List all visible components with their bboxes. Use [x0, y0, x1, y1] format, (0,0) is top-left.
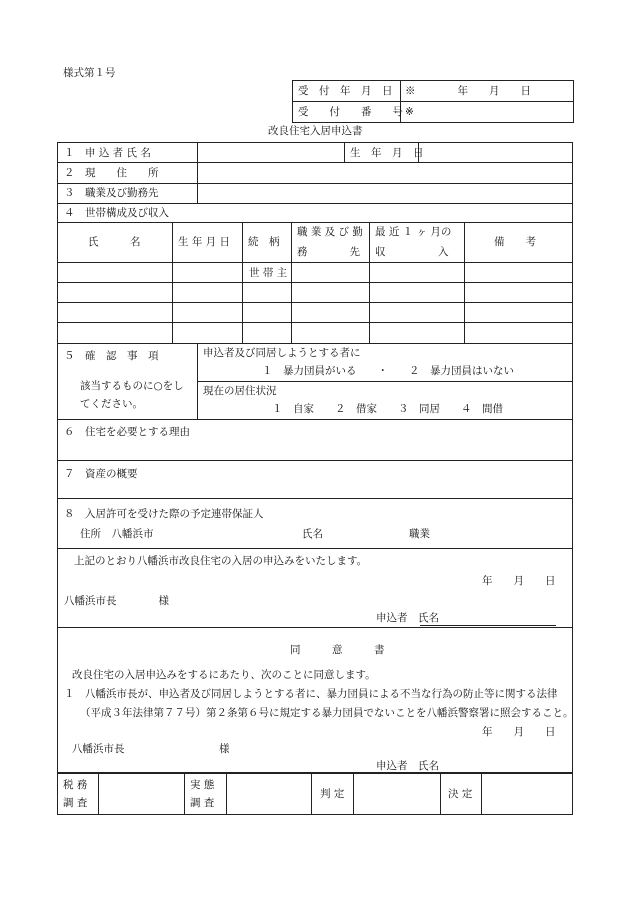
- actual-survey-field[interactable]: [227, 774, 310, 814]
- tax-survey-label-1: 税 務: [63, 779, 88, 791]
- receipt-number-value: ※: [405, 106, 414, 118]
- rule: [57, 419, 573, 420]
- confirm-question-1: 申込者及び同居しようとする者に: [203, 347, 361, 359]
- head-of-household-label: 世 帯 主: [249, 267, 288, 279]
- confirm-question-2-options[interactable]: １ 自家 ２ 借家 ３ 同居 ４ 間借: [272, 403, 503, 415]
- assets-field[interactable]: [58, 482, 572, 497]
- consent-intro: 改良住宅の入居申込みをするにあたり、次のことに同意します。: [72, 669, 376, 681]
- declaration-text: 上記のとおり八幡浜市改良住宅の入居の申込みをいたします。: [74, 555, 368, 567]
- reason-field[interactable]: [58, 441, 572, 459]
- consent-item-line1: １ 八幡浜市長が、申込者及び同居しようとする者に、暴力団員による不当な行為の防止等に関する法律: [64, 688, 558, 700]
- actual-survey-label-2: 調 査: [190, 797, 215, 809]
- col-header-birth: 生 年 月 日: [178, 236, 231, 248]
- rule: [440, 773, 441, 815]
- judgement-field[interactable]: [354, 774, 439, 814]
- rule: [57, 548, 573, 549]
- birth-date-field[interactable]: [419, 143, 572, 161]
- household-row[interactable]: [58, 283, 572, 301]
- receipt-date-value: ※ 年 月 日: [405, 85, 531, 97]
- applicant-name-label: １ 申 込 者 氏 名: [64, 147, 151, 159]
- rule: [197, 381, 573, 382]
- col-header-job-1: 職 業 及 び 勤: [297, 226, 363, 238]
- confirm-question-2: 現在の居住状況: [203, 385, 277, 397]
- rule: [344, 142, 345, 162]
- household-row[interactable]: [58, 303, 572, 321]
- address-label: ２ 現 住 所: [64, 167, 159, 179]
- guarantor-heading: ８ 入居許可を受けた際の予定連帯保証人: [64, 508, 264, 520]
- col-header-income-2: 収 入: [375, 246, 449, 258]
- rule: [184, 773, 185, 815]
- guarantor-job-label: 職業: [409, 528, 430, 540]
- applicant-name-field[interactable]: [198, 143, 343, 161]
- receipt-number-label: 受 付 番 号: [298, 106, 403, 118]
- confirm-heading: ５ 確 認 事 項: [64, 350, 159, 362]
- household-row[interactable]: [58, 323, 572, 342]
- col-header-income-1: 最 近 １ ヶ 月の: [375, 226, 452, 238]
- workplace-label: ３ 職業及び勤務先: [64, 187, 159, 199]
- rule: [57, 203, 573, 204]
- col-header-relation: 続 柄: [248, 236, 280, 248]
- consent-applicant-label: 申込者 氏名: [376, 760, 439, 772]
- consent-title: 同 意 書: [290, 644, 385, 656]
- household-label: ４ 世帯構成及び収入: [64, 207, 169, 219]
- rule: [311, 773, 312, 815]
- consent-date: 年 月 日: [482, 726, 556, 738]
- declaration-addressee: 八幡浜市長 様: [64, 595, 169, 607]
- workplace-field[interactable]: [198, 184, 572, 202]
- actual-survey-label-1: 実 態: [190, 779, 215, 791]
- judgement-label: 判 定: [320, 788, 345, 800]
- assets-label: ７ 資産の概要: [64, 468, 138, 480]
- consent-item-line2: （平成３年法律第７７号）第２条第６号に規定する暴力団員でないことを八幡浜警察署に照会すること。: [80, 707, 574, 719]
- confirm-instruction-1: 該当するものに○をし: [80, 380, 184, 392]
- decision-field[interactable]: [482, 774, 572, 814]
- receipt-divider: [292, 101, 574, 102]
- rule: [57, 627, 573, 628]
- guarantor-name-label: 氏名: [302, 528, 323, 540]
- decision-label: 決 定: [448, 788, 473, 800]
- rule: [57, 343, 573, 344]
- col-header-job-2: 務 先: [297, 246, 360, 258]
- reason-label: ６ 住宅を必要とする理由: [64, 426, 190, 438]
- rule: [57, 460, 573, 461]
- col-header-name: 氏 名: [88, 236, 141, 248]
- confirm-instruction-2: てください。: [80, 398, 143, 410]
- guarantor-address-label: 住所 八幡浜市: [80, 528, 154, 540]
- form-title: 改良住宅入居申込書: [268, 125, 363, 137]
- receipt-date-label: 受 付 年 月 日: [298, 85, 393, 97]
- rule: [57, 498, 573, 499]
- declaration-signature-line[interactable]: [420, 625, 556, 626]
- household-row[interactable]: [58, 263, 572, 281]
- address-field[interactable]: [198, 163, 572, 182]
- tax-survey-field[interactable]: [99, 774, 183, 814]
- declaration-applicant-label: 申込者 氏名: [376, 612, 439, 624]
- consent-addressee: 八幡浜市長 様: [72, 743, 230, 755]
- col-header-remarks: 備 考: [494, 236, 536, 248]
- confirm-question-1-options[interactable]: １ 暴力団員がいる ・ ２ 暴力団員はいない: [262, 365, 514, 377]
- birth-date-label: 生 年 月 日: [350, 147, 424, 159]
- form-number: 様式第１号: [63, 67, 116, 79]
- declaration-date: 年 月 日: [482, 575, 556, 587]
- tax-survey-label-2: 調 査: [63, 797, 88, 809]
- rule: [57, 222, 573, 223]
